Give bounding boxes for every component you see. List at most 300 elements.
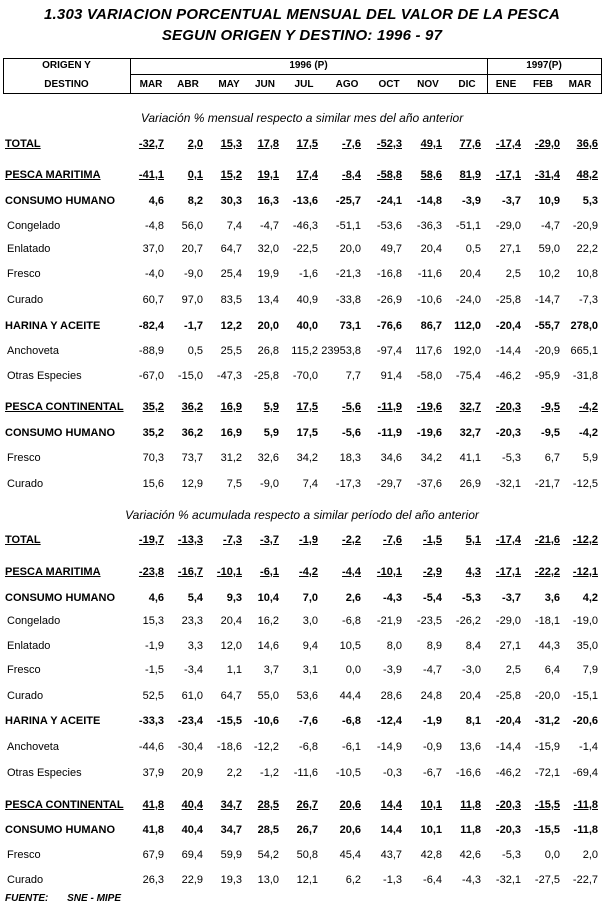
cell-value: -4,2 [579, 427, 598, 439]
cell-value: -20,4 [495, 715, 521, 727]
footer-source: SNE - MIPE [67, 893, 122, 904]
cell-value: 34,6 [380, 452, 402, 464]
cell-value: -6,1 [260, 566, 279, 578]
table-header [3, 58, 602, 94]
cell-value: 14,4 [380, 824, 402, 836]
header-month: OCT [378, 79, 400, 90]
cell-value: -20,3 [495, 401, 521, 413]
row-label: PESCA CONTINENTAL [5, 799, 124, 811]
cell-value: -29,0 [495, 615, 521, 627]
row-label: Otras Especies [7, 767, 82, 779]
cell-value: 0,5 [187, 345, 203, 357]
cell-value: -25,8 [495, 294, 521, 306]
cell-value: 8,1 [465, 715, 481, 727]
cell-value: -15,5 [534, 824, 560, 836]
cell-value: 17,5 [296, 138, 318, 150]
cell-value: -1,9 [423, 715, 442, 727]
header-month: ABR [177, 79, 199, 90]
cell-value: -13,6 [292, 195, 318, 207]
cell-value: -6,7 [423, 767, 442, 779]
row-label: Anchoveta [7, 741, 59, 753]
row-label: Fresco [7, 849, 41, 861]
cell-value: -97,4 [376, 345, 402, 357]
table-row [0, 345, 604, 361]
cell-value: 22,9 [181, 874, 203, 886]
cell-value: -19,6 [416, 401, 442, 413]
cell-value: 9,3 [226, 592, 242, 604]
cell-value: -17,3 [335, 478, 361, 490]
cell-value: 5,9 [263, 427, 279, 439]
table-row [0, 592, 604, 608]
cell-value: 9,4 [302, 640, 318, 652]
cell-value: -19,0 [572, 615, 598, 627]
cell-value: -21,7 [534, 478, 560, 490]
cell-value: 2,5 [505, 664, 521, 676]
cell-value: -24,1 [376, 195, 402, 207]
cell-value: -25,8 [253, 370, 279, 382]
cell-value: 3,6 [544, 592, 560, 604]
cell-value: 10,1 [420, 824, 442, 836]
cell-value: 7,4 [302, 478, 318, 490]
cell-value: -29,7 [376, 478, 402, 490]
cell-value: 69,4 [181, 849, 203, 861]
cell-value: -6,1 [342, 741, 361, 753]
cell-value: -51,1 [335, 220, 361, 232]
row-label: Enlatado [7, 243, 51, 255]
cell-value: -17,1 [495, 169, 521, 181]
cell-value: -5,6 [342, 401, 361, 413]
cell-value: -1,9 [299, 534, 318, 546]
table-row [0, 169, 604, 185]
row-label: Curado [7, 690, 44, 702]
cell-value: 7,9 [582, 664, 598, 676]
row-label: PESCA CONTINENTAL [5, 401, 124, 413]
cell-value: 5,1 [465, 534, 481, 546]
cell-value: -17,4 [495, 138, 521, 150]
cell-value: -67,0 [138, 370, 164, 382]
cell-value: 70,3 [142, 452, 164, 464]
cell-value: -15,5 [216, 715, 242, 727]
table-row [0, 799, 604, 815]
cell-value: -15,5 [534, 799, 560, 811]
cell-value: 44,3 [538, 640, 560, 652]
header-month: MAY [218, 79, 240, 90]
cell-value: -16,8 [376, 268, 402, 280]
cell-value: -1,2 [260, 767, 279, 779]
cell-value: 40,4 [181, 799, 203, 811]
cell-value: -2,2 [342, 534, 361, 546]
cell-value: 8,0 [386, 640, 402, 652]
cell-value: -4,7 [423, 664, 442, 676]
header-year-1996: 1996 (P) [289, 60, 328, 71]
cell-value: 41,1 [459, 452, 481, 464]
cell-value: -21,9 [376, 615, 402, 627]
row-label: Curado [7, 478, 44, 490]
cell-value: -9,5 [541, 427, 560, 439]
cell-value: -20,4 [495, 320, 521, 332]
cell-value: -20,3 [495, 824, 521, 836]
cell-value: 73,1 [339, 320, 361, 332]
row-label: Congelado [7, 220, 61, 232]
cell-value: -7,3 [579, 294, 598, 306]
header-month: NOV [417, 79, 439, 90]
cell-value: 3,1 [302, 664, 318, 676]
row-label: HARINA Y ACEITE [5, 715, 101, 727]
cell-value: -0,9 [423, 741, 442, 753]
cell-value: 3,3 [187, 640, 203, 652]
cell-value: -88,9 [138, 345, 164, 357]
cell-value: -21,3 [335, 268, 361, 280]
section-title-monthly: Variación % mensual respecto a similar mes del año anterior [140, 111, 464, 125]
cell-value: 35,2 [142, 401, 164, 413]
cell-value: -3,9 [462, 195, 481, 207]
row-label: Fresco [7, 268, 41, 280]
row-label: TOTAL [5, 534, 41, 546]
row-label: Congelado [7, 615, 61, 627]
cell-value: 4,2 [582, 592, 598, 604]
cell-value: -6,8 [299, 741, 318, 753]
cell-value: -14,7 [534, 294, 560, 306]
cell-value: 278,0 [570, 320, 598, 332]
cell-value: -2,9 [423, 566, 442, 578]
cell-value: 36,2 [181, 427, 203, 439]
cell-value: -58,8 [376, 169, 402, 181]
cell-value: -33,8 [335, 294, 361, 306]
header-month: MAR [139, 79, 163, 90]
cell-value: -17,4 [495, 534, 521, 546]
cell-value: 20,0 [257, 320, 279, 332]
row-label: CONSUMO HUMANO [5, 427, 115, 439]
table-row [0, 243, 604, 259]
cell-value: 16,3 [257, 195, 279, 207]
cell-value: -31,4 [534, 169, 560, 181]
cell-value: 86,7 [420, 320, 442, 332]
cell-value: -36,3 [416, 220, 442, 232]
cell-value: 11,8 [460, 799, 481, 811]
table-row [0, 138, 604, 154]
cell-value: 61,0 [181, 690, 203, 702]
cell-value: 15,6 [142, 478, 164, 490]
cell-value: 0,1 [187, 169, 203, 181]
cell-value: 10,2 [538, 268, 560, 280]
cell-value: -25,7 [335, 195, 361, 207]
cell-value: 0,0 [544, 849, 560, 861]
cell-value: 23,3 [181, 615, 203, 627]
cell-value: 112,0 [454, 320, 481, 332]
cell-value: -14,4 [495, 345, 521, 357]
cell-value: 53,6 [296, 690, 318, 702]
cell-value: 35,0 [576, 640, 598, 652]
cell-value: -10,6 [253, 715, 279, 727]
cell-value: -11,8 [573, 824, 598, 836]
cell-value: 52,5 [142, 690, 164, 702]
cell-value: 26,3 [142, 874, 164, 886]
cell-value: 25,5 [220, 345, 242, 357]
cell-value: 2,0 [187, 138, 203, 150]
cell-value: 6,7 [544, 452, 560, 464]
cell-value: 8,2 [187, 195, 203, 207]
cell-value: 3,0 [302, 615, 318, 627]
cell-value: -4,3 [462, 874, 481, 886]
cell-value: -15,9 [534, 741, 560, 753]
cell-value: -7,6 [342, 138, 361, 150]
cell-value: -6,8 [342, 715, 361, 727]
cell-value: -12,5 [572, 478, 598, 490]
cell-value: 12,1 [296, 874, 318, 886]
cell-value: 10,8 [576, 268, 598, 280]
cell-value: -1,9 [145, 640, 164, 652]
cell-value: 41,8 [142, 824, 164, 836]
cell-value: -0,3 [383, 767, 402, 779]
cell-value: 37,9 [142, 767, 164, 779]
cell-value: 17,5 [296, 401, 318, 413]
cell-value: -4,7 [260, 220, 279, 232]
cell-value: 6,2 [345, 874, 361, 886]
cell-value: 97,0 [181, 294, 203, 306]
cell-value: 14,6 [257, 640, 279, 652]
cell-value: -1,3 [383, 874, 402, 886]
cell-value: 5,9 [582, 452, 598, 464]
cell-value: 20,7 [181, 243, 203, 255]
cell-value: -11,6 [293, 767, 318, 779]
row-label: PESCA MARITIMA [5, 169, 101, 181]
table-title-line-1: 1.303 VARIACION PORCENTUAL MENSUAL DEL VALOR DE LA PESCA [44, 6, 560, 23]
cell-value: 16,9 [220, 401, 242, 413]
cell-value: 56,0 [181, 220, 203, 232]
header-month: FEB [533, 79, 553, 90]
cell-value: 1,1 [226, 664, 242, 676]
cell-value: 117,6 [415, 345, 442, 357]
cell-value: 7,7 [345, 370, 361, 382]
cell-value: -76,6 [376, 320, 402, 332]
cell-value: 19,1 [257, 169, 279, 181]
cell-value: -10,5 [335, 767, 361, 779]
cell-value: -3,7 [502, 195, 521, 207]
cell-value: 12,0 [220, 640, 242, 652]
cell-value: -10,6 [416, 294, 442, 306]
table-row [0, 767, 604, 783]
cell-value: -46,2 [495, 370, 521, 382]
cell-value: -72,1 [534, 767, 560, 779]
cell-value: -5,4 [423, 592, 442, 604]
cell-value: 7,4 [226, 220, 242, 232]
cell-value: 28,6 [380, 690, 402, 702]
table-row [0, 268, 604, 284]
cell-value: -20,0 [534, 690, 560, 702]
cell-value: -30,4 [177, 741, 203, 753]
cell-value: -7,6 [383, 534, 402, 546]
cell-value: -32,1 [495, 874, 521, 886]
cell-value: -14,8 [416, 195, 442, 207]
cell-value: 32,6 [257, 452, 279, 464]
header-month: MAR [568, 79, 592, 90]
cell-value: 49,1 [420, 138, 442, 150]
cell-value: -17,1 [495, 566, 521, 578]
table-row [0, 715, 604, 731]
table-title-line-2: SEGUN ORIGEN Y DESTINO: 1996 - 97 [161, 27, 443, 44]
cell-value: -4,2 [579, 401, 598, 413]
header-year-1997: 1997(P) [526, 60, 562, 71]
cell-value: -25,8 [495, 690, 521, 702]
table-row [0, 294, 604, 310]
header-origin-label-1: ORIGEN Y [42, 60, 91, 71]
row-label: TOTAL [5, 138, 41, 150]
cell-value: -46,3 [292, 220, 318, 232]
cell-value: 2,2 [226, 767, 242, 779]
cell-value: -23,5 [416, 615, 442, 627]
cell-value: 11,8 [460, 824, 481, 836]
cell-value: 13,0 [257, 874, 279, 886]
cell-value: -1,5 [145, 664, 164, 676]
cell-value: -10,1 [376, 566, 402, 578]
cell-value: 2,5 [505, 268, 521, 280]
cell-value: -29,0 [534, 138, 560, 150]
cell-value: 42,6 [459, 849, 481, 861]
cell-value: 49,7 [380, 243, 402, 255]
row-label: CONSUMO HUMANO [5, 824, 115, 836]
cell-value: -7,3 [223, 534, 242, 546]
cell-value: 18,3 [339, 452, 361, 464]
cell-value: 20,4 [459, 690, 481, 702]
cell-value: -32,7 [138, 138, 164, 150]
table-row [0, 452, 604, 468]
cell-value: 7,5 [226, 478, 242, 490]
cell-value: 5,4 [187, 592, 203, 604]
cell-value: -5,3 [502, 849, 521, 861]
cell-value: -31,2 [534, 715, 560, 727]
cell-value: -20,3 [495, 427, 521, 439]
cell-value: 48,2 [576, 169, 598, 181]
cell-value: -70,0 [292, 370, 318, 382]
cell-value: -20,3 [495, 799, 521, 811]
cell-value: -11,9 [377, 401, 402, 413]
cell-value: 59,0 [538, 243, 560, 255]
cell-value: -41,1 [138, 169, 164, 181]
cell-value: -22,5 [292, 243, 318, 255]
cell-value: -4,3 [383, 592, 402, 604]
footer-label: FUENTE: [5, 893, 49, 904]
section-title-cumulative: Variación % acumulada respecto a similar período del año anterior [125, 508, 479, 522]
cell-value: -10,1 [216, 566, 242, 578]
table-row [0, 320, 604, 336]
cell-value: -33,3 [138, 715, 164, 727]
cell-value: 20,0 [339, 243, 361, 255]
cell-value: 13,4 [257, 294, 279, 306]
cell-value: 83,5 [220, 294, 242, 306]
cell-value: 0,0 [345, 664, 361, 676]
cell-value: -6,4 [423, 874, 442, 886]
table-row [0, 370, 604, 386]
row-label: CONSUMO HUMANO [5, 592, 115, 604]
cell-value: 64,7 [220, 690, 242, 702]
cell-value: 26,9 [459, 478, 481, 490]
table-row [0, 690, 604, 706]
cell-value: 27,1 [499, 243, 521, 255]
cell-value: -1,6 [299, 268, 318, 280]
header-month: DIC [458, 79, 476, 90]
cell-value: 20,6 [339, 799, 361, 811]
header-month: AGO [335, 79, 359, 90]
cell-value: 12,9 [181, 478, 203, 490]
cell-value: 24,8 [420, 690, 442, 702]
cell-value: -1,4 [579, 741, 598, 753]
cell-value: -29,0 [495, 220, 521, 232]
cell-value: -9,0 [260, 478, 279, 490]
table-row [0, 741, 604, 757]
cell-value: 54,2 [257, 849, 279, 861]
cell-value: 6,4 [544, 664, 560, 676]
header-month: JUL [294, 79, 314, 90]
cell-value: 3,7 [263, 664, 279, 676]
cell-value: -23,8 [138, 566, 164, 578]
table-row [0, 427, 604, 443]
cell-value: -22,7 [572, 874, 598, 886]
cell-value: -4,4 [342, 566, 361, 578]
cell-value: -20,6 [572, 715, 598, 727]
row-label: Otras Especies [7, 370, 82, 382]
header-month: JUN [254, 79, 275, 90]
cell-value: -20,9 [572, 220, 598, 232]
cell-value: -12,2 [572, 534, 598, 546]
cell-value: 32,7 [459, 427, 481, 439]
cell-value: -11,9 [377, 427, 402, 439]
cell-value: 20,4 [459, 268, 481, 280]
cell-value: 31,2 [220, 452, 242, 464]
cell-value: 8,9 [426, 640, 442, 652]
table-row [0, 615, 604, 631]
row-label: PESCA MARITIMA [5, 566, 101, 578]
cell-value: 5,3 [582, 195, 598, 207]
cell-value: 34,2 [420, 452, 442, 464]
header-month: ENE [495, 79, 517, 90]
cell-value: 64,7 [220, 243, 242, 255]
cell-value: 35,2 [142, 427, 164, 439]
table-row [0, 874, 604, 890]
cell-value: 10,9 [538, 195, 560, 207]
cell-value: 20,9 [181, 767, 203, 779]
cell-value: -14,4 [495, 741, 521, 753]
cell-value: -12,4 [376, 715, 402, 727]
cell-value: 36,6 [576, 138, 598, 150]
cell-value: -82,4 [138, 320, 164, 332]
cell-value: -1,5 [423, 534, 442, 546]
cell-value: -15,1 [572, 690, 598, 702]
cell-value: 59,9 [220, 849, 242, 861]
source-footer [5, 893, 137, 904]
cell-value: 13,6 [459, 741, 481, 753]
table-row [0, 849, 604, 865]
cell-value: -16,7 [177, 566, 203, 578]
cell-value: 26,8 [257, 345, 279, 357]
cell-value: -11,8 [573, 799, 598, 811]
cell-value: -53,6 [376, 220, 402, 232]
cell-value: 4,6 [148, 195, 164, 207]
table-row [0, 478, 604, 494]
cell-value: 0,5 [465, 243, 481, 255]
cell-value: -5,3 [462, 592, 481, 604]
cell-value: 50,8 [296, 849, 318, 861]
cell-value: -5,3 [502, 452, 521, 464]
cell-value: -46,2 [495, 767, 521, 779]
cell-value: -13,3 [177, 534, 203, 546]
table-row [0, 824, 604, 840]
cell-value: -4,8 [145, 220, 164, 232]
cell-value: -4,7 [541, 220, 560, 232]
cell-value: 20,6 [339, 824, 361, 836]
cell-value: -3,7 [260, 534, 279, 546]
cell-value: -16,6 [455, 767, 481, 779]
cell-value: 19,9 [257, 268, 279, 280]
